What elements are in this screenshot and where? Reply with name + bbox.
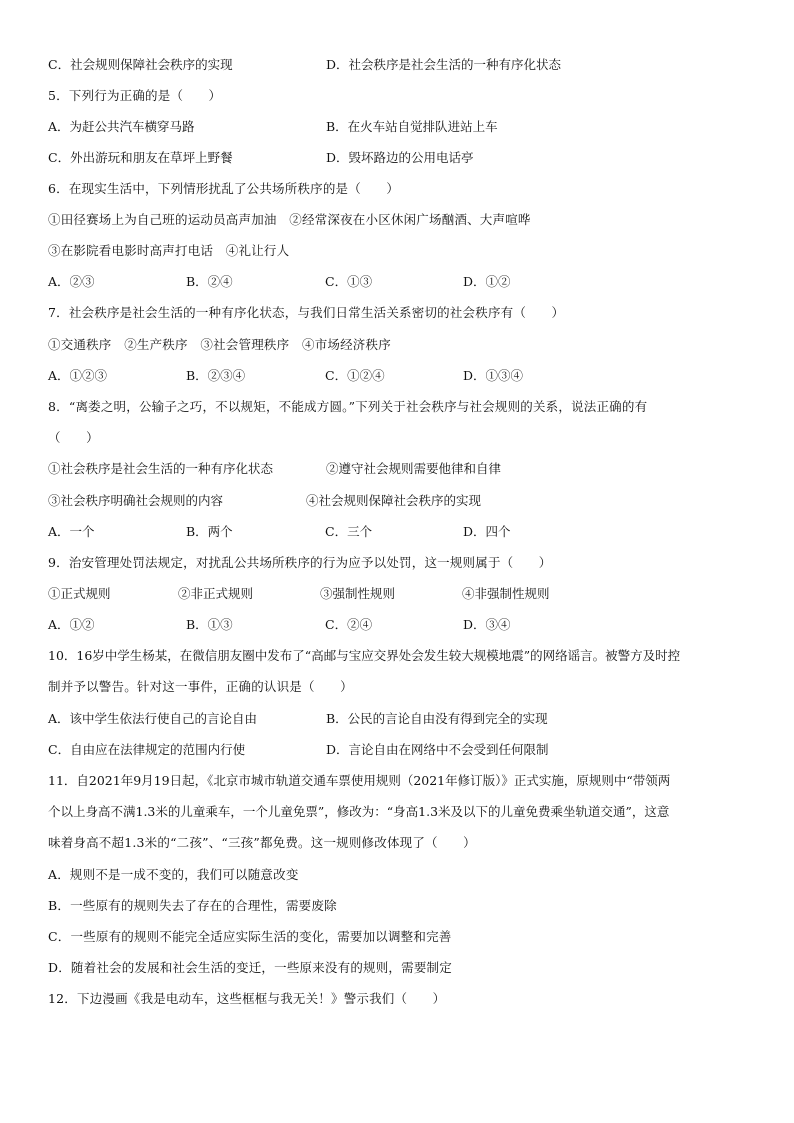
option-a: A．一个: [48, 524, 95, 539]
option-b: B．两个: [186, 524, 233, 539]
question-9: 9．治安管理处罚法规定，对扰乱公共场所秩序的行为应予以处罚，这一规则属于（ ）: [48, 555, 552, 570]
question-11-cont: 味着身高不超1.3米的“二孩”、“三孩”都免费。这一规则修改体现了（ ）: [48, 835, 476, 850]
option-b: B．在火车站自觉排队进站上车: [326, 119, 498, 134]
option-b: B．一些原有的规则失去了存在的合理性，需要废除: [48, 898, 337, 913]
statement-3: ③强制性规则: [320, 586, 396, 601]
question-10: 10．16岁中学生杨某，在微信朋友圈中发布了“高邮与宝应交界处会发生较大规模地震”的网络谣言。被警方及时控: [48, 648, 681, 663]
question-8-paren: （ ）: [48, 430, 99, 445]
question-7: 7．社会秩序是社会生活的一种有序化状态，与我们日常生活关系密切的社会秩序有（ ）: [48, 305, 565, 320]
option-d: D．③④: [463, 617, 511, 632]
question-5: 5．下列行为正确的是（ ）: [48, 88, 222, 103]
question-8: 8．“离娄之明，公输子之巧，不以规矩，不能成方圆。”下列关于社会秩序与社会规则的关系，说法正确的有: [48, 399, 648, 414]
question-12: 12．下边漫画《我是电动车，这些框框与我无关！》警示我们（ ）: [48, 991, 446, 1006]
question-6: 6．在现实生活中，下列情形扰乱了公共场所秩序的是（ ）: [48, 181, 400, 196]
option-a: A．为赶公共汽车横穿马路: [48, 119, 195, 134]
statement-4: ④非强制性规则: [462, 586, 550, 601]
option-d: D．随着社会的发展和社会生活的变迁，一些原来没有的规则，需要制定: [48, 960, 452, 975]
option-b: B．②④: [186, 274, 233, 289]
option-d: D．言论自由在网络中不会受到任何限制: [326, 742, 549, 757]
question-6-statements: ①田径赛场上为自己班的运动员高声加油 ②经常深夜在小区休闲广场酗酒、大声喧哗: [48, 212, 531, 227]
option-c: C．外出游玩和朋友在草坪上野餐: [48, 150, 233, 165]
option-d: D．①②: [463, 274, 511, 289]
option-b: B．公民的言论自由没有得到完全的实现: [326, 711, 548, 726]
option-a: A．②③: [48, 274, 95, 289]
option-a: A．规则不是一成不变的，我们可以随意改变: [48, 867, 299, 882]
option-a: A．该中学生依法行使自己的言论自由: [48, 711, 258, 726]
question-6-statements: ③在影院看电影时高声打电话 ④礼让行人: [48, 243, 290, 258]
statement-1: ①正式规则: [48, 586, 111, 601]
statement-1: ①社会秩序是社会生活的一种有序化状态: [48, 461, 274, 476]
question-11-cont: 个以上身高不满1.3米的儿童乘车，一个儿童免票”，修改为：“身高1.3米及以下的儿童免费乘坐轨道交通”，这意: [48, 804, 670, 819]
option-c: C．三个: [325, 524, 373, 539]
option-a: A．①②③: [48, 368, 108, 383]
option-b: B．①③: [186, 617, 233, 632]
option-c: C．社会规则保障社会秩序的实现: [48, 57, 233, 72]
option-c: C．①③: [325, 274, 373, 289]
question-10-cont: 制并予以警告。针对这一事件，正确的认识是（ ）: [48, 679, 353, 694]
option-d: D．毁坏路边的公用电话亭: [326, 150, 474, 165]
option-d: D．四个: [463, 524, 511, 539]
statement-3: ③社会秩序明确社会规则的内容: [48, 493, 224, 508]
option-a: A．①②: [48, 617, 95, 632]
statement-2: ②非正式规则: [178, 586, 254, 601]
option-d: D．社会秩序是社会生活的一种有序化状态: [326, 57, 562, 72]
statement-2: ②遵守社会规则需要他律和自律: [326, 461, 502, 476]
statement-4: ④社会规则保障社会秩序的实现: [306, 493, 482, 508]
option-b: B．②③④: [186, 368, 246, 383]
question-7-statements: ①交通秩序 ②生产秩序 ③社会管理秩序 ④市场经济秩序: [48, 337, 391, 352]
option-c: C．自由应在法律规定的范围内行使: [48, 742, 246, 757]
option-c: C．一些原有的规则不能完全适应实际生活的变化，需要加以调整和完善: [48, 929, 452, 944]
option-c: C．①②④: [325, 368, 385, 383]
question-11: 11．自2021年9月19日起，《北京市城市轨道交通车票使用规则（2021年修订版）》正式实施，原规则中“带领两: [48, 773, 671, 788]
option-d: D．①③④: [463, 368, 524, 383]
option-c: C．②④: [325, 617, 373, 632]
